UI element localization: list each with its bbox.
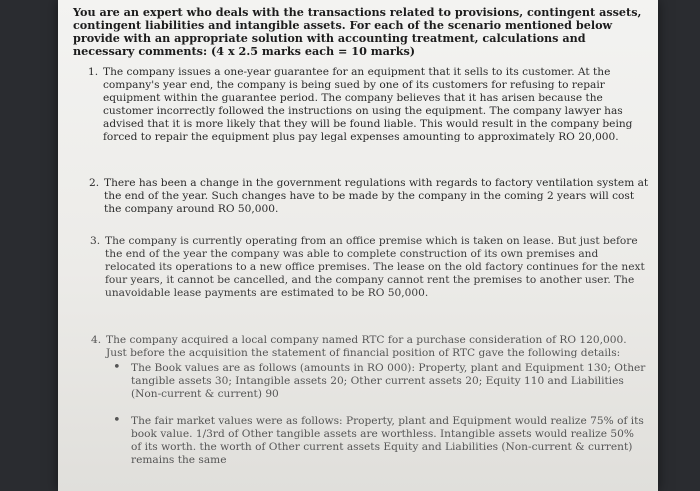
question-1: [88, 66, 648, 144]
question-text: The company acquired a local company named RTC for a purchase consideration of RO 120,000. Just before the acquisition the statement of financial position of RTC gave the following details:: [106, 334, 627, 359]
question-3: [90, 235, 646, 300]
question-number: 2.: [89, 177, 100, 189]
list-item: [113, 362, 646, 401]
question-4: [91, 334, 646, 481]
details-list: [113, 362, 646, 467]
bullet-text: The fair market values were as follows: Property, plant and Equipment would realize 75% of its book value. 1/3rd of Other tangible assets are worthless. Intangible assets would realize 50% of its worth. the worth of Other current assets Equity and Liabilities (Non-current & current) remains the same: [131, 415, 644, 466]
question-text: The company is currently operating from an office premise which is taken on lease. But just before the end of the year the company was able to complete construction of its own premises and relocated its operations to a new office premises. The lease on the old factory continues for the next four years, it cannot be cancelled, and the company cannot rent the premises to another user. The unavoidable lease payments are estimated to be RO 50,000.: [105, 235, 645, 299]
list-item: [113, 415, 646, 467]
question-text: There has been a change in the government regulations with regards to factory ventilation system at the end of the year. Such changes have to be made by the company in the coming 2 years will cost the company around RO 50,000.: [104, 177, 649, 215]
question-text: The company issues a one-year guarantee for an equipment that it sells to its customer. At the company's year end, the company is being sued by one of its customers for refusing to repair equipment within the guarantee period. The company believes that it has arisen because the customer incorrectly followed the instructions on using the equipment. The company lawyer has advised that it is more likely that they will be found liable. This would result in the company being forced to repair the equipment plus pay legal expenses amounting to approximately RO 20,000.: [103, 66, 633, 143]
question-number: 1.: [88, 66, 99, 78]
question-2: [89, 177, 649, 216]
document-page: [58, 0, 658, 491]
instructions-heading: You are an expert who deals with the transactions related to provisions, contingent assets, contingent liabilities and intangible assets. For each of the scenario mentioned below provide with an appropriate solution with accounting treatment, calculations and necessary comments: (4 x 2.5 marks each = 10 marks): [73, 5, 642, 58]
question-number: 4.: [91, 334, 102, 346]
bullet-text: The Book values are as follows (amounts in RO 000): Property, plant and Equipment 130; Other tangible assets 30; Intangible assets 20; Other current assets 20; Equity 110 and Liabilities (Non-current & current) 90: [131, 362, 646, 400]
question-number: 3.: [90, 235, 101, 247]
